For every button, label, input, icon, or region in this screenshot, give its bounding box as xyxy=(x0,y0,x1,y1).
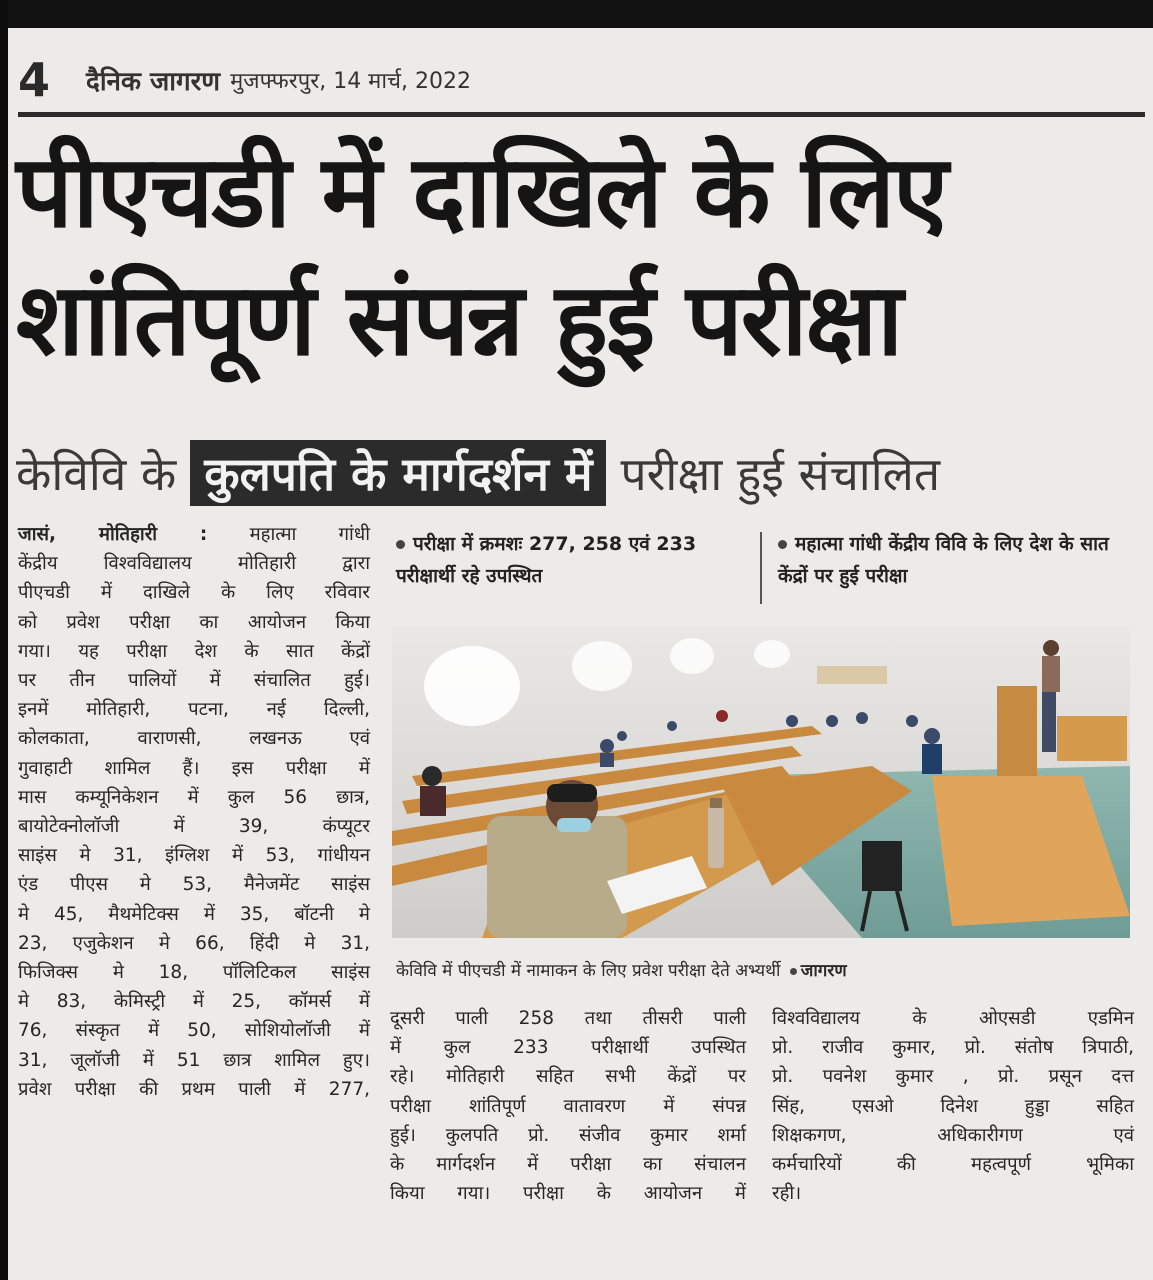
caption-text: केविवि में पीएचडी में नामाकन के लिए प्रवेश परीक्षा देते अभ्यर्थी xyxy=(396,961,781,981)
highlight-text: परीक्षा में क्रमशः 277, 258 एवं 233 परीक्षार्थी रहे उपस्थित xyxy=(396,533,697,587)
page-number: 4 xyxy=(18,53,51,107)
subhead-boxed: कुलपति के मार्गदर्शन में xyxy=(190,440,606,506)
subheadline xyxy=(16,442,1141,504)
bullet-icon xyxy=(790,968,797,975)
article-line: प्रो. पवनेश कुमार , प्रो. प्रसून दत्त xyxy=(772,1066,1134,1088)
exam-hall-photo xyxy=(392,626,1130,938)
exam-hall-illustration xyxy=(392,626,1130,938)
highlight-text: महात्मा गांधी केंद्रीय विवि के लिए देश के सात केंद्रों पर हुई परीक्षा xyxy=(778,533,1109,587)
article-line: मे 83, केमिस्ट्री में 25, कॉमर्स में xyxy=(18,991,370,1013)
article-line: बायोटेक्नोलॉजी में 39, कंप्यूटर xyxy=(18,816,370,838)
article-line: 23, एजुकेशन मे 66, हिंदी मे 31, xyxy=(18,932,370,954)
subhead-right: परीक्षा हुई संचालित xyxy=(620,447,941,501)
top-rule xyxy=(18,112,1145,117)
article-line: रही। xyxy=(772,1183,802,1205)
article-line: कर्मचारियों की महत्वपूर्ण भूमिका xyxy=(772,1154,1134,1176)
article-line: साइंस मे 31, इंग्लिश में 53, गांधीयन xyxy=(18,845,370,867)
article-line: गया। यह परीक्षा देश के सात केंद्रों xyxy=(18,640,370,662)
article-column-1 xyxy=(18,520,370,1104)
article-column-3 xyxy=(772,1004,1134,1208)
article-line: कोलकाता, वाराणसी, लखनऊ एवं xyxy=(18,728,370,750)
headline-line-1: पीएचडी में दाखिले के लिए xyxy=(16,133,947,250)
article-line: एंड पीएस मे 53, मैनेजमेंट साइंस xyxy=(18,874,370,896)
subhead-left: केविवि के xyxy=(16,447,177,501)
article-line: हुई। कुलपति प्रो. संजीव कुमार शर्मा xyxy=(390,1124,746,1146)
article-line: रहे। मोतिहारी सहित सभी केंद्रों पर xyxy=(390,1066,746,1088)
dateline: मुजफ्फरपुर, 14 मार्च, 2022 xyxy=(230,69,471,94)
photo-background-left xyxy=(0,0,8,1280)
article-line: गुवाहाटी शामिल हैं। इस परीक्षा में xyxy=(18,757,370,779)
article-line: 76, संस्कृत में 50, सोशियोलॉजी में xyxy=(18,1020,370,1042)
article-line: पर तीन पालियों में संचालित हुई। xyxy=(18,670,370,692)
article-line: फिजिक्स मे 18, पॉलिटिकल साइंस xyxy=(18,962,370,984)
article-line: विश्वविद्यालय के ओएसडी एडमिन xyxy=(772,1008,1134,1029)
article-line: में कुल 233 परीक्षार्थी उपस्थित xyxy=(390,1037,746,1059)
article-line: मे 45, मैथमेटिक्स में 35, बॉटनी मे xyxy=(18,903,370,925)
article-line: महात्मा गांधी xyxy=(249,524,370,545)
article-line: पीएचडी में दाखिले के लिए रविवार xyxy=(18,582,370,604)
article-line: सिंह, एसओ दिनेश हुड्डा सहित xyxy=(772,1095,1134,1117)
article-line: प्रवेश परीक्षा की प्रथम पाली में 277, xyxy=(18,1078,370,1100)
byline: जासं, मोतिहारी : xyxy=(18,524,208,545)
article-line: केंद्रीय विश्वविद्यालय मोतिहारी द्वारा xyxy=(18,553,370,575)
bullet-icon xyxy=(778,540,787,549)
headline-line-2: शांतिपूर्ण संपन्न हुई परीक्षा xyxy=(16,261,902,378)
bullet-icon xyxy=(396,540,405,549)
article-line: मास कम्यूनिकेशन में कुल 56 छात्र, xyxy=(18,786,370,808)
article-line: दूसरी पाली 258 तथा तीसरी पाली xyxy=(390,1008,746,1029)
photo-background-top xyxy=(0,0,1153,28)
highlights-box xyxy=(392,528,1137,608)
article-column-2 xyxy=(390,1004,746,1208)
photo-credit: जागरण xyxy=(800,961,847,981)
article-line: किया गया। परीक्षा के आयोजन में xyxy=(390,1183,746,1205)
highlight-divider xyxy=(760,532,762,604)
article-line: शिक्षकगण, अधिकारीगण एवं xyxy=(772,1124,1134,1146)
article-line: को प्रवेश परीक्षा का आयोजन किया xyxy=(18,611,370,633)
masthead: दैनिक जागरण xyxy=(86,67,221,97)
article-line: प्रो. राजीव कुमार, प्रो. संतोष त्रिपाठी, xyxy=(772,1037,1134,1059)
highlight-2 xyxy=(778,528,1128,608)
article-line-first xyxy=(18,520,370,549)
highlight-1 xyxy=(392,528,756,608)
folio-line xyxy=(18,50,471,110)
headline xyxy=(16,128,1141,384)
photo-caption xyxy=(396,958,1131,981)
article-line: परीक्षा शांतिपूर्ण वातावरण में संपन्न xyxy=(390,1095,746,1117)
article-line: 31, जूलॉजी में 51 छात्र शामिल हुए। xyxy=(18,1049,370,1071)
article-line: के मार्गदर्शन में परीक्षा का संचालन xyxy=(390,1154,746,1176)
article-line: इनमें मोतिहारी, पटना, नई दिल्ली, xyxy=(18,699,370,721)
